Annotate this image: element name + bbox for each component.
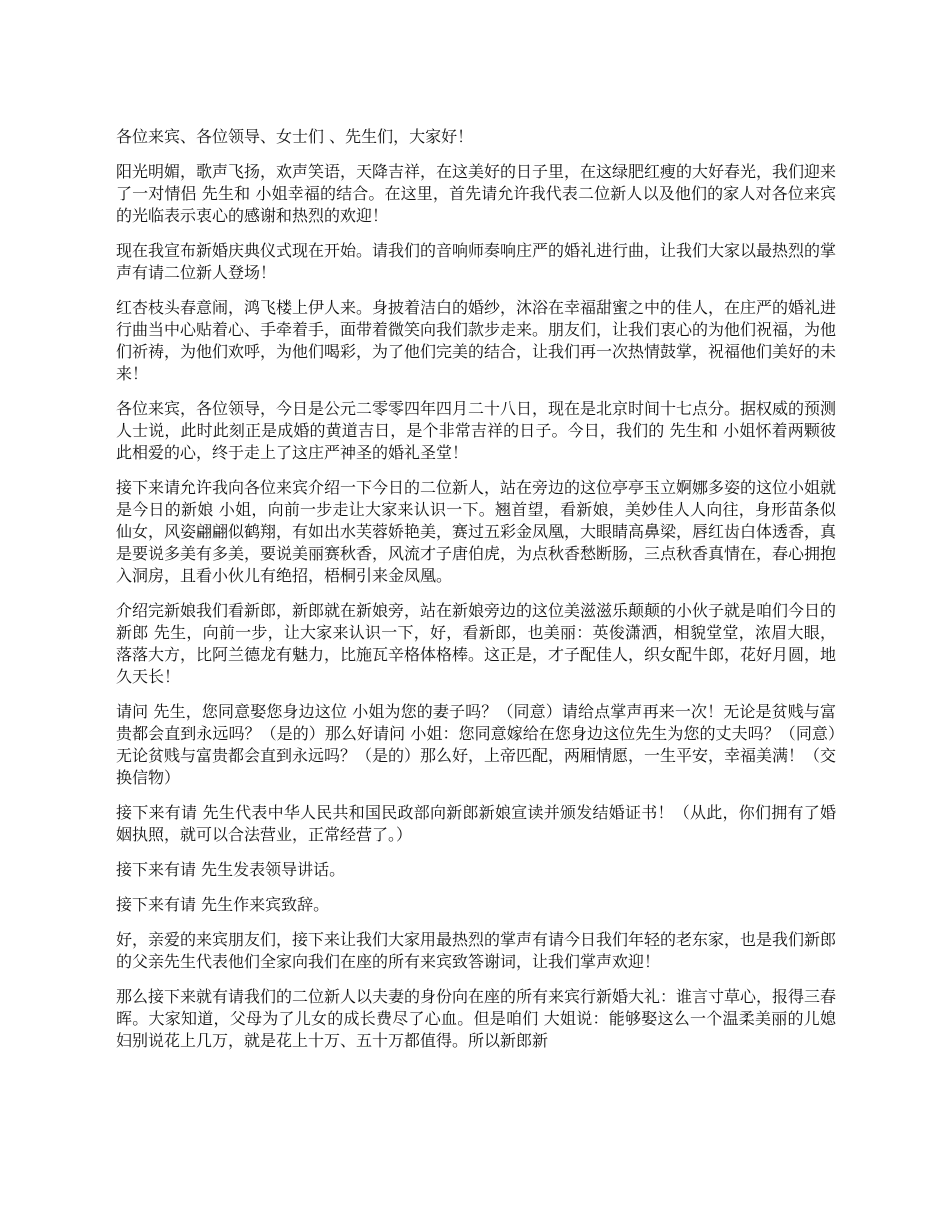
paragraph-guest-speech: 接下来有请 先生作来宾致辞。 bbox=[116, 895, 330, 914]
paragraph-wedding-bow: 那么接下来就有请我们的二位新人以夫妻的身份向在座的所有来宾行新婚大礼：谁言寸草心，报得三春晖。大家知道，父母为了儿女的成长费尽了心血。但是咱们 大姐说：能够娶这么一个温柔美丽的儿媳妇别说花上几万，就是花上十万、五十万都值得。所以新郎新 bbox=[116, 987, 837, 1050]
paragraph-vows: 请问 先生，您同意娶您身边这位 小姐为您的妻子吗？（同意）请给点掌声再来一次！无论是贫贱与富贵都会直到永远吗？（是的）那么好请问 小姐：您同意嫁给在您身边这位先生为您的丈夫吗？（同意）无论贫贱与富贵都会直到永远吗？（是的）那么好，上帝匹配，两厢情愿，一生平安，幸福美满！（交换信物） bbox=[116, 702, 837, 787]
paragraph-introduce-bride: 接下来请允许我向各位来宾介绍一下今日的二位新人，站在旁边的这位亭亭玉立婀娜多姿的这位小姐就是今日的新娘 小姐，向前一步走让大家来认识一下。翘首望，看新娘，美妙佳人人向往，身形苗条似仙女，风姿翩翩似鹤翔，有如出水芙蓉娇艳美，赛过五彩金凤凰，大眼睛高鼻梁，唇红齿白体透香，真是要说多美有多美，要说美丽赛秋香，风流才子唐伯虎，为点秋香愁断肠，三点秋香真情在，春心拥抱入洞房，且看小伙儿有绝招，梧桐引来金凤凰。 bbox=[116, 478, 837, 585]
paragraph-certificate: 接下来有请 先生代表中华人民共和国民政部向新郎新娘宣读并颁发结婚证书！（从此，你们拥有了婚姻执照，就可以合法营业，正常经营了。） bbox=[116, 803, 836, 844]
paragraph-introduce-groom: 介绍完新娘我们看新郎，新郎就在新娘旁，站在新娘旁边的这位美滋滋乐颠颠的小伙子就是咱们今日的新郎 先生，向前一步，让大家来认识一下，好，看新郎，也美丽：英俊潇洒，相貌堂堂，浓眉大眼，落落大方，比阿兰德龙有魅力，比施瓦辛格体格棒。这正是，才子配佳人，织女配牛郎，花好月圆，地久天长！ bbox=[116, 601, 837, 686]
paragraph-bride-entrance: 红杏枝头春意闹，鸿飞楼上伊人来。身披着洁白的婚纱，沐浴在幸福甜蜜之中的佳人，在庄严的婚礼进行曲当中心贴着心、手牵着手，面带着微笑向我们款步走来。朋友们，让我们衷心的为他们祝福，为他们祈祷，为他们欢呼，为他们喝彩，为了他们完美的结合，让我们再一次热情鼓掌，祝福他们美好的未来！ bbox=[116, 298, 837, 383]
paragraph-ceremony-start: 现在我宣布新婚庆典仪式现在开始。请我们的音响师奏响庄严的婚礼进行曲，让我们大家以最热烈的掌声有请二位新人登场！ bbox=[116, 241, 837, 282]
paragraph-leader-speech: 接下来有请 先生发表领导讲话。 bbox=[116, 860, 346, 879]
paragraph-father-thanks: 好，亲爱的来宾朋友们，接下来让我们大家用最热烈的掌声有请今日我们年轻的老东家，也是我们新郎的父亲先生代表他们全家向我们在座的所有来宾致答谢词，让我们掌声欢迎！ bbox=[116, 930, 837, 971]
paragraph-greeting: 各位来宾、各位领导、女士们 、先生们，大家好！ bbox=[116, 127, 474, 146]
paragraph-date-time: 各位来宾，各位领导，今日是公元二零零四年四月二十八日，现在是北京时间十七点分。据权威的预测人士说，此时此刻正是成婚的黄道吉日，是个非常吉祥的日子。今日，我们的 先生和 小姐怀着两颗彼此相爱的心，终于走上了这庄严神圣的婚礼圣堂！ bbox=[116, 399, 837, 462]
document-page bbox=[116, 126, 836, 1065]
paragraph-opening: 阳光明媚，歌声飞扬，欢声笑语，天降吉祥，在这美好的日子里，在这绿肥红瘦的大好春光，我们迎来了一对情侣 先生和 小姐幸福的结合。在这里，首先请允许我代表二位新人以及他们的家人对各位来宾的光临表示衷心的感谢和热烈的欢迎！ bbox=[116, 162, 837, 225]
